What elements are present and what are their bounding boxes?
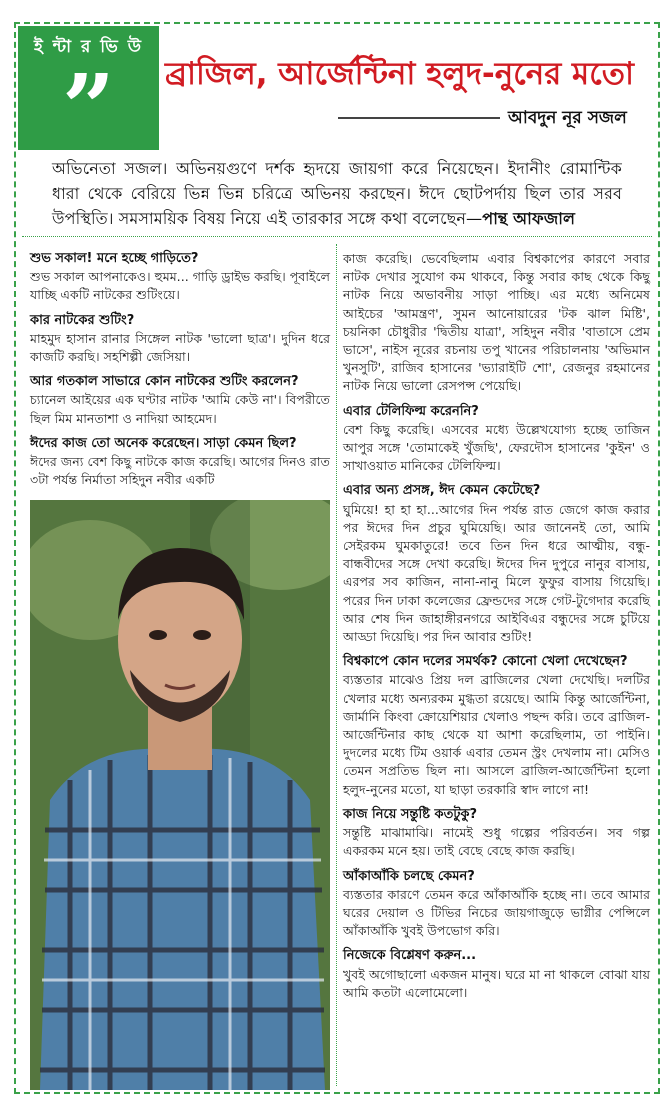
question: কার নাটকের শুটিং?	[30, 312, 135, 328]
headline: ব্রাজিল, আর্জেন্টিনা হলুদ-নুনের মতো	[165, 56, 634, 92]
answer: কাজ করেছি। ভেবেছিলাম এবার বিশ্বকাপের কারণে সবার নাটক দেখার সুযোগ কম থাকবে, কিন্তু সবার কাছ থেকে কিছু নাটক নিয়ে অভাবনীয় সাড়া পাচ্ছি। এর মধ্যে অনিমেষ আইচের 'আমন্ত্রণ', সুমন আনোয়ারের 'টক ঝাল মিষ্টি', চয়নিকা চৌধুরীর 'দ্বিতীয় যাত্রা', সহিদুন নবীর 'বাতাসে প্রেম ভাসে', নাইস নূরের রচনায় তপু খানের পরিচালনায় 'অভিমান খুনসুটি', রাজিব হাসানের 'ভ্যারাইটি শো', রেজনুর রহমানের নাটক নিয়ে ভালো রেসপন্স পেয়েছি।	[343, 251, 650, 394]
badge-label: ই ন্টা র ভি উ	[34, 37, 143, 57]
answer: ব্যস্ততার কারণে তেমন করে আঁকাআঁকি হচ্ছে না। তবে আমার ঘরের দেয়াল ও টিভির নিচের জায়গাজুড়ে ভাগ্নীর পেন্সিলে আঁকাআঁকি খুবই উপভোগ করি।	[343, 886, 650, 939]
intro-author: পান্থ আফজাল	[482, 209, 576, 228]
column-divider	[336, 244, 337, 1086]
answer: শুভ সকাল আপনাকেও। হুমম... গাড়ি ড্রাইভ করছি। পূবাইলে যাচ্ছি একটি নাটকের শুটিংয়ে।	[30, 269, 330, 303]
question: কাজ নিয়ে সন্তুষ্টি কতটুকু?	[343, 806, 478, 822]
intro-separator	[22, 236, 652, 237]
answer: সন্তুষ্টি মাঝামাঝি। নামেই শুধু গল্পের পরিবর্তন। সব গল্প একরকম মনে হয়। তাই বেছে বেছে কাজ করছি।	[343, 825, 650, 859]
question: শুভ সকাল! মনে হচ্ছে গাড়িতে?	[30, 251, 199, 266]
question: এবার অন্য প্রসঙ্গ, ঈদ কেমন কেটেছে?	[343, 483, 541, 499]
byline: আবদুন নূর সজল	[508, 108, 627, 128]
question: আঁকাআঁকি চলছে কেমন?	[343, 868, 475, 884]
answer: বেশ কিছু করেছি। এসবের মধ্যে উল্লেখযোগ্য হচ্ছে তাজিন আপুর সঙ্গে 'তোমাকেই খুঁজছি', ফেরদৌস হাসানের 'কুইন' ও সাখাওয়াত মানিকের টেলিফিল্ম।	[343, 421, 650, 474]
actor-photo	[30, 500, 330, 1090]
left-column	[30, 250, 330, 489]
question: বিশ্বকাপে কোন দলের সমর্থক? কোনো খেলা দেখেছেন?	[343, 654, 628, 670]
answer: ঘুমিয়ে! হা হা হা...আগের দিন পর্যন্ত রাত জেগে কাজ করার পর ঈদের দিন প্রচুর ঘুমিয়েছি। আর জানেনই তো, আমি সেইরকম ঘুমকাতুরে! তবে তিন দিন ধরে আত্মীয়, বন্ধু-বান্ধবীদের সঙ্গে দেখা করেছি। ঈদের দিন দুপুরে নানুর বাসায়, এরপর সব কাজিন, নানা-নানু মিলে ফুফুর বাসায় গিয়েছি। পরের দিন ঢাকা কলেজের ফ্রেন্ডদের সঙ্গে গেট-টুগেদার করেছি আর শেষ দিন জাহাঙ্গীরনগরে আইবিএর বন্ধুদের সঙ্গে চুটিয়ে আড্ডা দিয়েছি। পর দিন আবার শুটিং!	[343, 501, 650, 645]
portrait-illustration	[30, 500, 330, 1090]
answer: খুবই অগোছালো একজন মানুষ। ঘরে মা না থাকলে বোঝা যায় আমি কতটা এলোমেলো।	[343, 966, 650, 1000]
right-column	[343, 250, 650, 1002]
answer: ব্যস্ততার মাঝেও প্রিয় দল ব্রাজিলের খেলা দেখেছি। দলটির খেলার মধ্যে অন্যরকম মুগ্ধতা রয়েছে। আমি কিন্তু আর্জেন্টিনা, জার্মানি কিংবা ক্রোয়েশিয়ার খেলাও পছন্দ করি। তবে ব্রাজিল-আর্জেন্টিনার কাছ থেকে যা আশা করেছিলাম, তা পাইনি। দুদলের মধ্যে টিম ওয়ার্ক এবার তেমন স্ট্রং দেখলাম না। মেসিও তেমন সপ্রতিভ ছিল না। আসলে ব্রাজিল-আর্জেন্টিনা হলো হলুদ-নুনের মতো, যা ছাড়া তরকারি স্বাদ লাগে না!	[343, 672, 650, 797]
question: নিজেকে বিশ্লেষণ করুন...	[343, 948, 477, 964]
question: এবার টেলিফিল্ম করেননি?	[343, 403, 479, 419]
intro-text: অভিনেতা সজল। অভিনয়গুণে দর্শক হৃদয়ে জায়গা করে নিয়েছেন। ইদানীং রোমান্টিক ধারা থেকে বেরিয়ে ভিন্ন ভিন্ন চরিত্রে অভিনয় করছেন। ঈদে ছোটপর্দায় ছিল তার সরব উপস্থিতি। সমসাময়িক বিষয় নিয়ে এই তারকার সঙ্গে কথা বলেছেন—	[52, 159, 622, 228]
answer: মাহমুদ হাসান রানার সিঙ্গেল নাটক 'ভালো ছাত্র'। দুদিন ধরে কাজটি করছি। সহশিল্পী জেসিয়া।	[30, 330, 330, 365]
question: আর গতকাল সাভারে কোন নাটকের শুটিং করলেন?	[30, 374, 299, 390]
question: ঈদের কাজ তো অনেক করেছেন। সাড়া কেমন ছিল?	[30, 435, 297, 451]
top-page-strip	[0, 0, 669, 8]
quote-mark-icon: ”	[62, 54, 115, 162]
answer: ঈদের জন্য বেশ কিছু নাটকে কাজ করেছি। আগের দিনও রাত ৩টা পর্যন্ত নির্মাতা সহিদুন নবীর একটি	[30, 454, 330, 488]
intro-paragraph	[52, 156, 622, 231]
byline-rule	[338, 117, 500, 119]
answer: চ্যানেল আইয়ের এক ঘণ্টার নাটক 'আমি কেউ না'। বিপরীতে ছিল মিম মানতাশা ও নাদিয়া আহমেদ।	[30, 392, 330, 426]
interview-badge	[18, 26, 159, 162]
